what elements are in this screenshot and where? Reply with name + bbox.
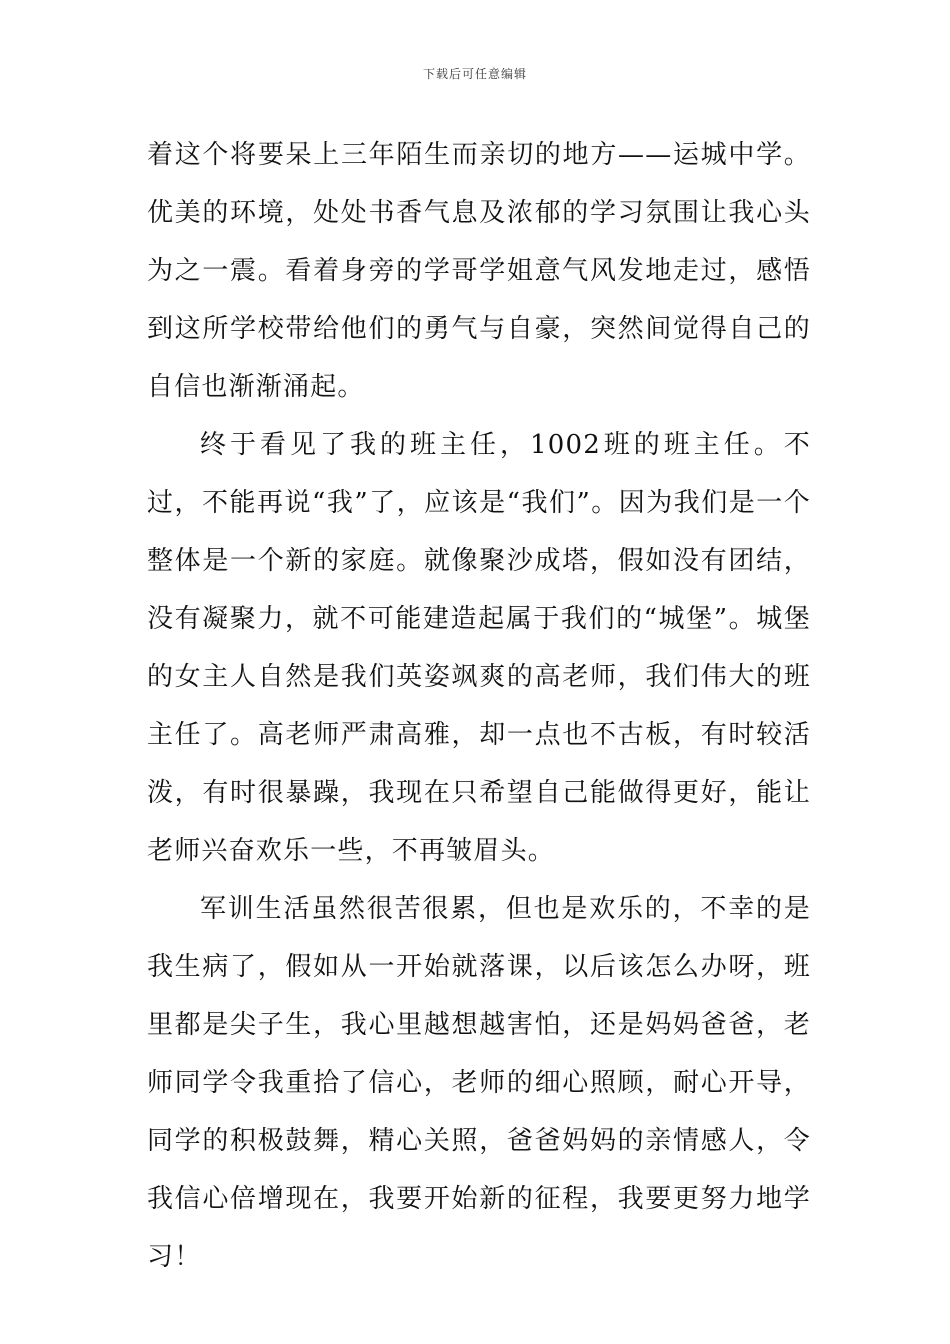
paragraph-1: 着这个将要呆上三年陌生而亲切的地方——运城中学。优美的环境，处处书香气息及浓郁的学习氛围让我心头为之一震。看着身旁的学哥学姐意气风发地走过，感悟到这所学校带给他们的勇气与自豪，突然间觉得自己的自信也渐渐涌起。 [147,140,811,402]
paragraph-3: 军训生活虽然很苦很累，但也是欢乐的，不幸的是我生病了，假如从一开始就落课，以后该怎么办呀，班里都是尖子生，我心里越想越害怕，还是妈妈爸爸，老师同学令我重拾了信心，老师的细心照顾，耐心开导，同学的积极鼓舞，精心关照，爸爸妈妈的亲情感人，令我信心倍增现在，我要开始新的征程，我要更努力地学习！ [147,894,811,1272]
document-body [147,126,811,1286]
page-header-note: 下载后可任意编辑 [422,67,527,81]
paragraph-2: 终于看见了我的班主任，1002班的班主任。不过，不能再说“我”了，应该是“我们”。因为我们是一个整体是一个新的家庭。就像聚沙成塔，假如没有团结，没有凝聚力，就不可能建造起属于我们的“城堡”。城堡的女主人自然是我们英姿飒爽的高老师，我们伟大的班主任了。高老师严肃高雅，却一点也不古板，有时较活泼，有时很暴躁，我现在只希望自己能做得更好，能让老师兴奋欢乐一些，不再皱眉头。 [147,430,811,866]
